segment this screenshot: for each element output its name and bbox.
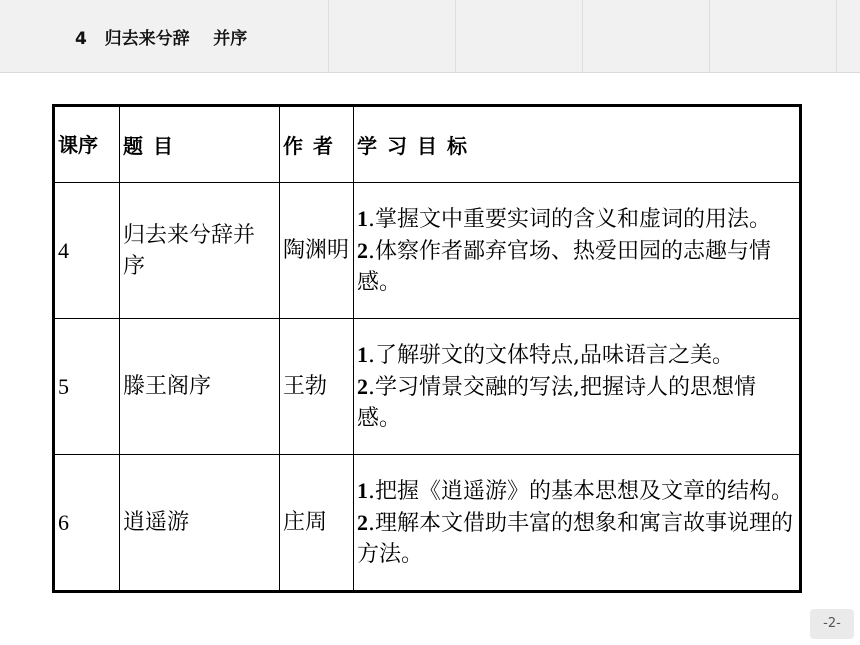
table-header-row (54, 106, 801, 183)
lesson-title-cell: 滕王阁序 (120, 319, 280, 455)
lesson-goals (354, 455, 801, 592)
lesson-author: 庄周 (280, 455, 354, 592)
lesson-author: 陶渊明 (280, 183, 354, 319)
lesson-goals (354, 319, 801, 455)
goal-item: 2.体察作者鄙弃官场、热爱田园的志趣与情感。 (357, 238, 771, 295)
header-lesson-no: 课序 (54, 106, 120, 183)
header-author: 作者 (280, 106, 354, 183)
lesson-title: 4 归去来兮辞 并序 (75, 29, 248, 49)
lesson-goals (354, 183, 801, 319)
table-row (54, 183, 801, 319)
page-number: -2- (810, 609, 854, 639)
lesson-number: 6 (54, 455, 120, 592)
header-goals: 学习目标 (354, 106, 801, 183)
goal-item: 1.把握《逍遥游》的基本思想及文章的结构。 (357, 478, 793, 504)
lesson-title-cell: 逍遥游 (120, 455, 280, 592)
table-row (54, 319, 801, 455)
lesson-author: 王勃 (280, 319, 354, 455)
table-row (54, 455, 801, 592)
lesson-table (52, 104, 802, 593)
lesson-number: 5 (54, 319, 120, 455)
slide-header (0, 0, 860, 73)
goal-item: 2.理解本文借助丰富的想象和寓言故事说理的方法。 (357, 510, 793, 567)
goal-item: 1.了解骈文的文体特点,品味语言之美。 (357, 342, 734, 368)
goal-item: 1.掌握文中重要实词的含义和虚词的用法。 (357, 206, 771, 232)
goal-item: 2.学习情景交融的写法,把握诗人的思想情感。 (357, 374, 756, 431)
lesson-title-cell: 归去来兮辞并序 (120, 183, 280, 319)
lesson-number: 4 (54, 183, 120, 319)
header-title: 题目 (120, 106, 280, 183)
